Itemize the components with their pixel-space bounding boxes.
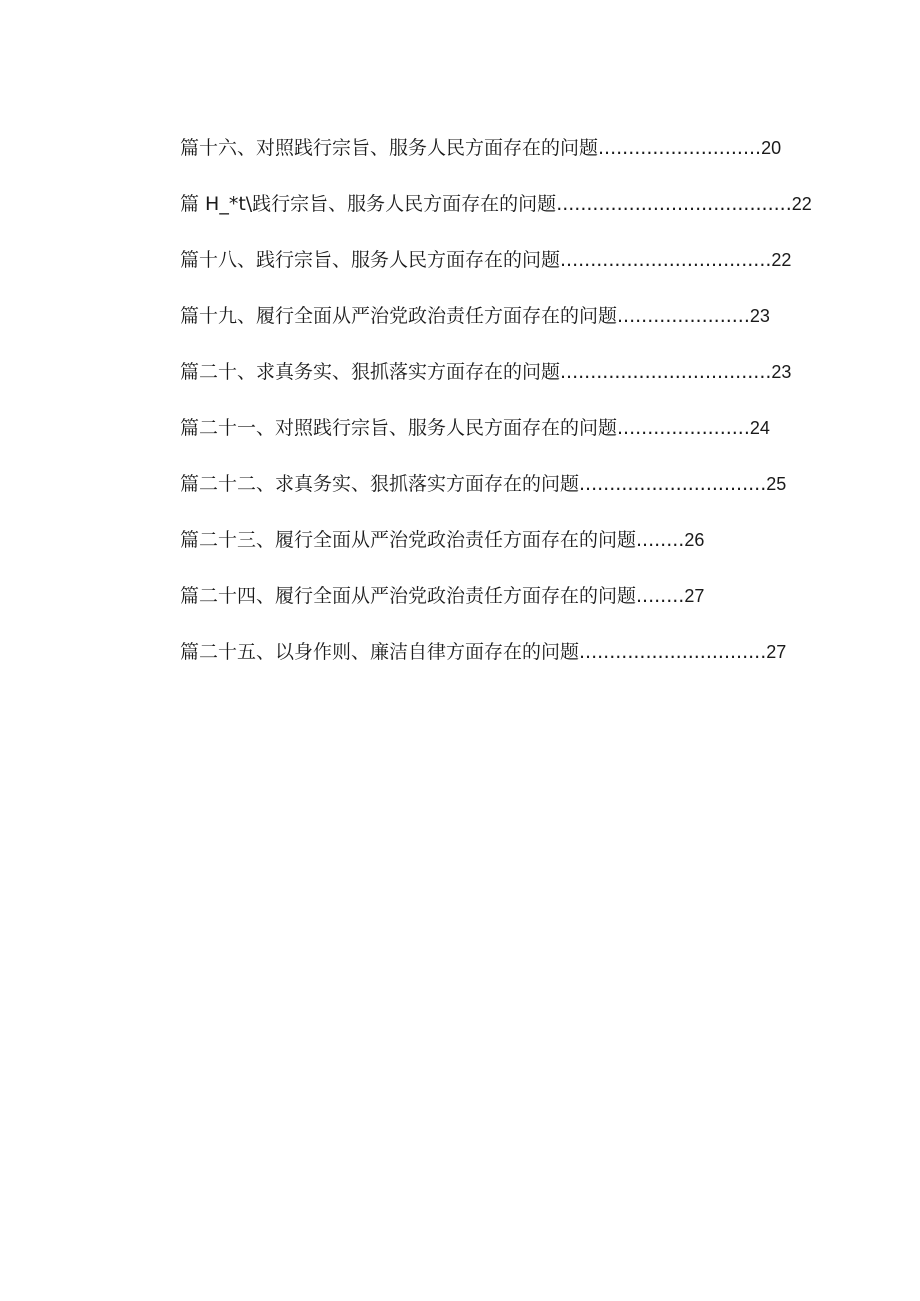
toc-entry[interactable]: [180, 300, 780, 356]
toc-entry[interactable]: [180, 244, 792, 300]
toc-entry-leader: ...........................: [598, 137, 762, 159]
toc-entry-leader: ........: [636, 585, 685, 607]
toc-entry-leader: ...............................: [579, 641, 767, 663]
toc-entry-title: 篇二十、求真务实、狠抓落实方面存在的问题: [180, 361, 561, 383]
toc-entry-title: 篇十六、对照践行宗旨、服务人民方面存在的问题: [180, 137, 599, 159]
toc-entry-title: 篇二十二、求真务实、狠抓落实方面存在的问题: [180, 473, 580, 495]
toc-entry-title: 篇二十四、履行全面从严治党政治责任方面存在的问题: [180, 585, 637, 607]
toc-entry-page: 23: [771, 362, 792, 382]
toc-entry[interactable]: [180, 636, 787, 692]
toc-entry[interactable]: [180, 580, 780, 636]
toc-entry[interactable]: [180, 356, 792, 412]
toc-entry-leader: .......................................: [556, 193, 792, 215]
toc-entry[interactable]: [180, 412, 780, 468]
toc-entry-page: 27: [766, 642, 787, 662]
toc-entry-leader: ...................................: [560, 249, 772, 271]
toc-entry-page: 25: [766, 474, 787, 494]
toc-entry-title: 篇二十三、履行全面从严治党政治责任方面存在的问题: [180, 529, 637, 551]
toc-entry-title: 篇 H_*t\践行宗旨、服务人民方面存在的问题: [180, 193, 557, 215]
toc-entry-leader: ......................: [617, 305, 750, 327]
toc-entry[interactable]: [180, 188, 812, 244]
toc-entry-leader: ...............................: [579, 473, 767, 495]
toc-entry[interactable]: [180, 524, 780, 580]
toc-entry-page: 22: [791, 194, 812, 214]
toc-entry-page: 27: [684, 586, 705, 606]
table-of-contents: [180, 132, 812, 692]
toc-entry-title: 篇十九、履行全面从严治党政治责任方面存在的问题: [180, 305, 618, 327]
toc-entry-leader: ...................................: [560, 361, 772, 383]
toc-entry[interactable]: [180, 468, 787, 524]
toc-entry-page: 24: [749, 418, 770, 438]
toc-entry-title: 篇二十一、对照践行宗旨、服务人民方面存在的问题: [180, 417, 618, 439]
toc-entry-leader: ........: [636, 529, 685, 551]
toc-entry-title: 篇十八、践行宗旨、服务人民方面存在的问题: [180, 249, 561, 271]
toc-entry-page: 26: [684, 530, 705, 550]
toc-entry-title: 篇二十五、以身作则、廉洁自律方面存在的问题: [180, 641, 580, 663]
toc-entry[interactable]: [180, 132, 780, 188]
toc-entry-page: 23: [749, 306, 770, 326]
toc-entry-page: 22: [771, 250, 792, 270]
toc-entry-leader: ......................: [617, 417, 750, 439]
toc-entry-page: 20: [761, 138, 782, 158]
